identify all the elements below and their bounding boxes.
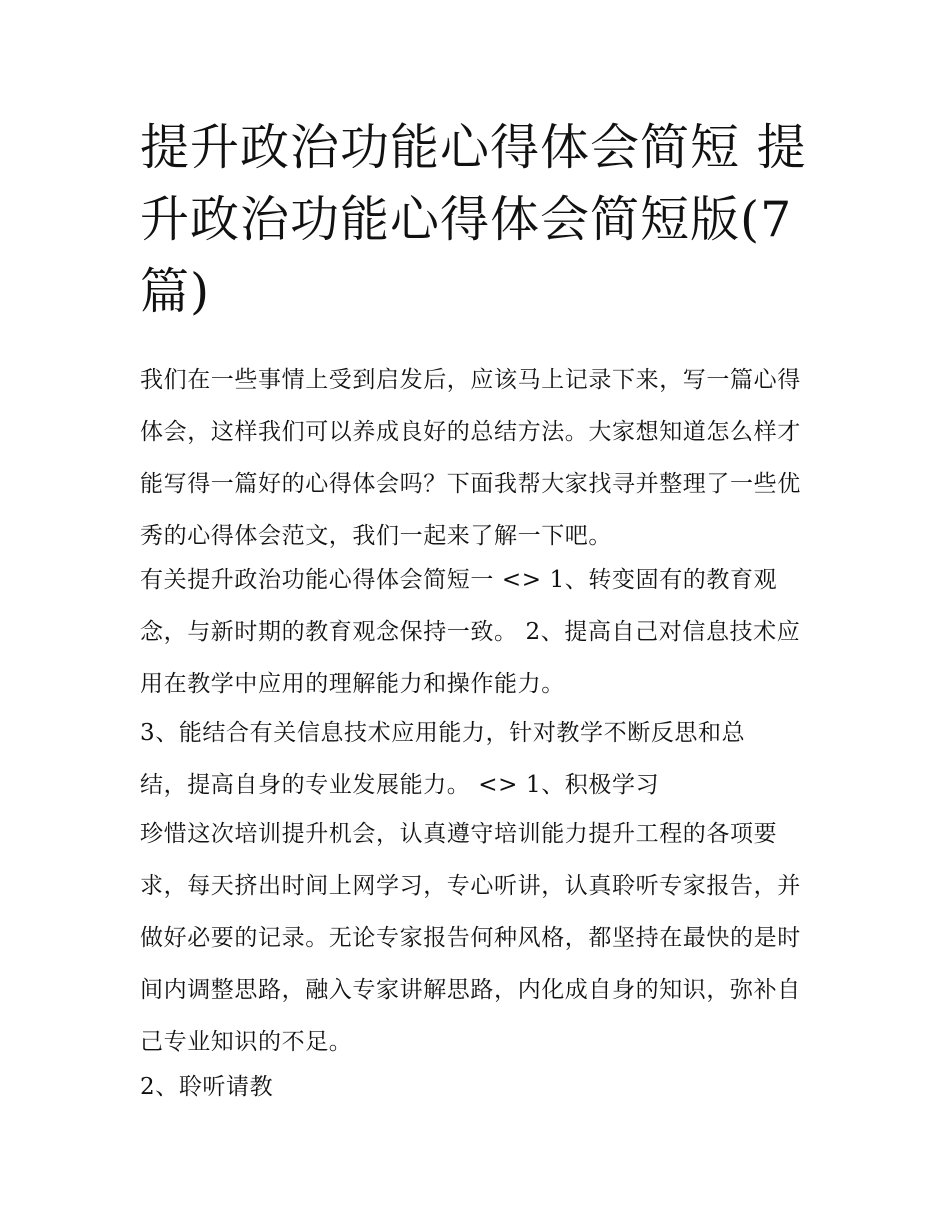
section-one-paragraph: 有关提升政治功能心得体会简短一 <> 1、转变固有的教育观念，与新时期的教育观念保持一致。 2、提高自己对信息技术应用在教学中应用的理解能力和操作能力。 <box>140 567 801 697</box>
training-paragraph: 珍惜这次培训提升机会，认真遵守培训能力提升工程的各项要求，每天挤出时间上网学习，专心听讲，认真聆听专家报告，并做好必要的记录。无论专家报告何种风格，都坚持在最快的是时间内调整思路，融入专家讲解思路，内化成自身的知识，弥补自己专业知识的不足。 <box>140 821 801 1055</box>
point-two-heading: 2、聆听请教 <box>140 1074 274 1100</box>
document-title: 提升政治功能心得体会简短 提升政治功能心得体会简短版(7篇) <box>140 119 807 320</box>
intro-paragraph: 我们在一些事情上受到启发后，应该马上记录下来，写一篇心得体会，这样我们可以养成良好的总结方法。大家想知道怎么样才能写得一篇好的心得体会吗？下面我帮大家找寻并整理了一些优秀的心得体会范文，我们一起来了解一下吧。 <box>140 367 801 549</box>
point-three-paragraph: 3、能结合有关信息技术应用能力，针对教学不断反思和总 结，提高自身的专业发展能力。 <> 1、积极学习 <box>140 720 746 798</box>
